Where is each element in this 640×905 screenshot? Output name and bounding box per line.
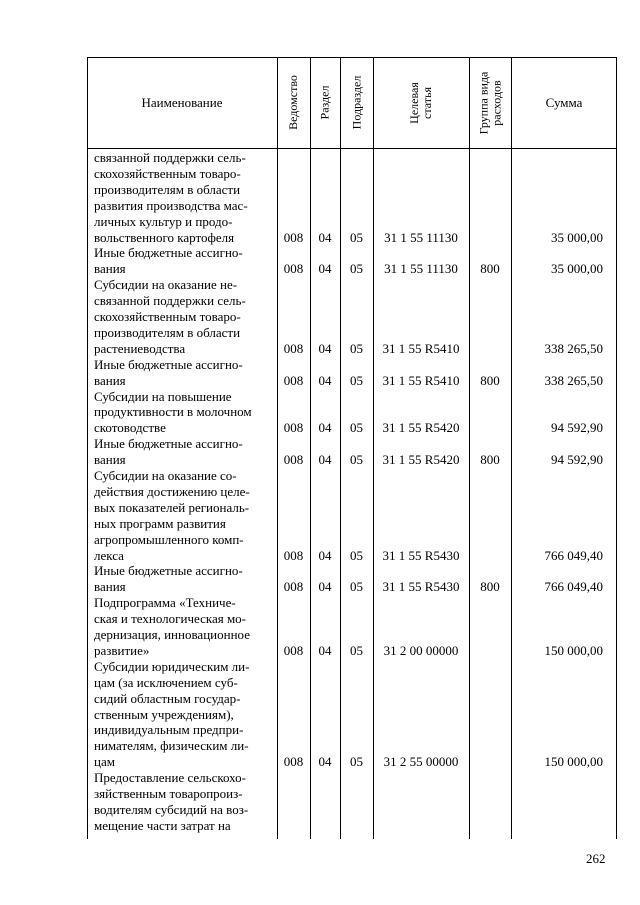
row-podrazdel: 05 [350, 229, 363, 245]
row-name-line: личных культур и продо- [94, 213, 233, 229]
row-vedomstvo: 008 [283, 340, 304, 356]
row-name-line: развитие» [94, 642, 150, 658]
row-celevaya-statya: 31 2 00 00000 [383, 642, 459, 658]
column-divider [340, 57, 341, 839]
row-name-line: производителям в области [94, 181, 241, 197]
row-name-line: ственным учреждениям), [94, 706, 234, 722]
row-name-line: скохозяйственным товаро- [94, 165, 241, 181]
row-celevaya-statya: 31 2 55 00000 [383, 754, 459, 770]
row-celevaya-statya: 31 1 55 R5430 [382, 547, 460, 563]
row-gruppa-vida-rashodov: 800 [480, 579, 500, 595]
table-border-right [616, 57, 617, 839]
row-name [94, 563, 269, 595]
row-name-line: скотоводстве [94, 420, 166, 436]
row-podrazdel: 05 [350, 642, 363, 658]
row-celevaya-statya: 31 1 55 11130 [384, 261, 458, 277]
row-name [94, 595, 269, 659]
row-razdel: 04 [318, 261, 332, 277]
row-name [94, 277, 269, 357]
row-celevaya-statya: 31 1 55 R5410 [382, 372, 460, 388]
table-border-left [87, 57, 88, 839]
row-name [94, 245, 269, 277]
row-vedomstvo: 008 [283, 261, 304, 277]
row-summa: 94 592,90 [551, 452, 603, 468]
row-name-line: дернизация, инновационное [94, 627, 250, 642]
row-name-line: ская и технологическая мо- [94, 611, 247, 627]
column-divider [277, 57, 278, 839]
row-name-line: действия достижению целе- [94, 483, 250, 499]
row-gruppa-vida-rashodov: 800 [480, 261, 500, 277]
row-name-line: скохозяйственным товаро- [94, 309, 241, 324]
row-summa: 35 000,00 [551, 229, 603, 245]
row-razdel: 04 [318, 372, 332, 388]
row-name-line: вых показателей региональ- [94, 499, 250, 515]
row-name [94, 436, 269, 468]
row-summa: 150 000,00 [544, 642, 603, 658]
column-divider [373, 57, 374, 839]
row-name-line: Подпрограмма «Техниче- [94, 595, 236, 611]
row-name-line: Иные бюджетные ассигно- [94, 245, 243, 261]
row-name-line: вания [94, 579, 126, 595]
header-gruppa-vida-rashodov: Группа вида расходов [476, 71, 503, 134]
row-name-line: вольственного картофеля [94, 229, 235, 245]
row-celevaya-statya: 31 1 55 R5420 [382, 452, 460, 468]
budget-table [87, 57, 617, 839]
row-name-line: Предоставление сельскохо- [94, 770, 247, 786]
row-razdel: 04 [318, 340, 332, 356]
row-name-line: водителям субсидий на воз- [94, 801, 249, 817]
row-summa: 766 049,40 [544, 579, 603, 595]
row-name-line: зяйственным товаропроиз- [94, 786, 243, 801]
row-name-line: мещение части затрат на [94, 817, 231, 833]
row-podrazdel: 05 [350, 547, 363, 563]
row-razdel: 04 [318, 754, 332, 770]
row-name [94, 150, 269, 245]
row-name-line: ных программ развития [94, 515, 226, 531]
row-name-line: цам (за исключением суб- [94, 674, 238, 690]
row-name-line: сидий областным государ- [94, 690, 241, 706]
row-name-line: связанной поддержки сель- [94, 150, 246, 165]
row-name [94, 659, 269, 770]
row-name-line: вания [94, 372, 126, 388]
row-razdel: 04 [318, 420, 332, 436]
row-vedomstvo: 008 [283, 547, 304, 563]
row-vedomstvo: 008 [283, 754, 304, 770]
row-name-line: нимателям, физическим ли- [94, 738, 249, 754]
row-summa: 766 049,40 [544, 547, 603, 563]
row-name-line: растениеводства [94, 340, 186, 356]
row-name-line: Иные бюджетные ассигно- [94, 436, 243, 452]
header-celevaya-statya: Целевая статья [406, 81, 434, 124]
row-summa: 94 592,90 [551, 420, 603, 436]
row-vedomstvo: 008 [283, 642, 304, 658]
row-razdel: 04 [318, 452, 332, 468]
row-name-line: Субсидии юридическим ли- [94, 658, 250, 674]
row-podrazdel: 05 [350, 452, 363, 468]
header-podrazdel: Подраздел [349, 75, 364, 130]
row-razdel: 04 [318, 547, 332, 563]
row-summa: 150 000,00 [544, 754, 603, 770]
header-divider [87, 148, 617, 149]
row-name-line: вания [94, 261, 126, 277]
row-name [94, 468, 269, 563]
row-podrazdel: 05 [350, 754, 363, 770]
page-number: 262 [586, 851, 606, 866]
row-summa: 35 000,00 [551, 261, 603, 277]
row-vedomstvo: 008 [283, 579, 304, 595]
row-vedomstvo: 008 [283, 420, 304, 436]
row-name-line: лекса [94, 547, 124, 563]
row-gruppa-vida-rashodov: 800 [480, 452, 500, 468]
row-name-line: цам [94, 754, 115, 770]
row-name-line: Субсидии на оказание не- [94, 277, 238, 293]
row-celevaya-statya: 31 1 55 R5410 [382, 340, 460, 356]
row-name [94, 389, 269, 437]
row-name-line: вания [94, 452, 126, 468]
row-name [94, 770, 269, 834]
row-vedomstvo: 008 [283, 229, 304, 245]
row-podrazdel: 05 [350, 372, 363, 388]
column-divider [469, 57, 470, 839]
row-vedomstvo: 008 [283, 372, 304, 388]
column-divider [310, 57, 311, 839]
header-summa: Сумма [545, 94, 583, 110]
row-celevaya-statya: 31 1 55 11130 [384, 229, 458, 245]
header-vedomstvo: Ведомство [286, 75, 301, 130]
row-name-line: связанной поддержки сель- [94, 293, 246, 309]
row-podrazdel: 05 [350, 579, 363, 595]
row-name-line: Субсидии на оказание со- [94, 468, 237, 483]
row-name-line: продуктивности в молочном [94, 404, 252, 420]
row-summa: 338 265,50 [544, 340, 603, 356]
row-name-line: Иные бюджетные ассигно- [94, 356, 243, 372]
row-podrazdel: 05 [350, 340, 363, 356]
row-name-line: агропромышленного комп- [94, 531, 244, 547]
row-razdel: 04 [318, 579, 332, 595]
row-razdel: 04 [318, 642, 332, 658]
row-summa: 338 265,50 [544, 372, 603, 388]
row-podrazdel: 05 [350, 420, 363, 436]
header-razdel: Раздел [317, 85, 332, 120]
row-celevaya-statya: 31 1 55 R5430 [382, 579, 460, 595]
row-gruppa-vida-rashodov: 800 [480, 372, 500, 388]
column-divider [511, 57, 512, 839]
row-celevaya-statya: 31 1 55 R5420 [382, 420, 460, 436]
row-name-line: Иные бюджетные ассигно- [94, 563, 243, 579]
row-podrazdel: 05 [350, 261, 363, 277]
row-vedomstvo: 008 [283, 452, 304, 468]
row-name-line: индивидуальным предпри- [94, 722, 244, 738]
row-name-line: развития производства мас- [94, 197, 248, 213]
row-razdel: 04 [318, 229, 332, 245]
header-name: Наименование [141, 94, 223, 110]
row-name [94, 357, 269, 389]
row-name-line: производителям в области [94, 324, 241, 340]
row-name-line: Субсидии на повышение [94, 388, 232, 404]
